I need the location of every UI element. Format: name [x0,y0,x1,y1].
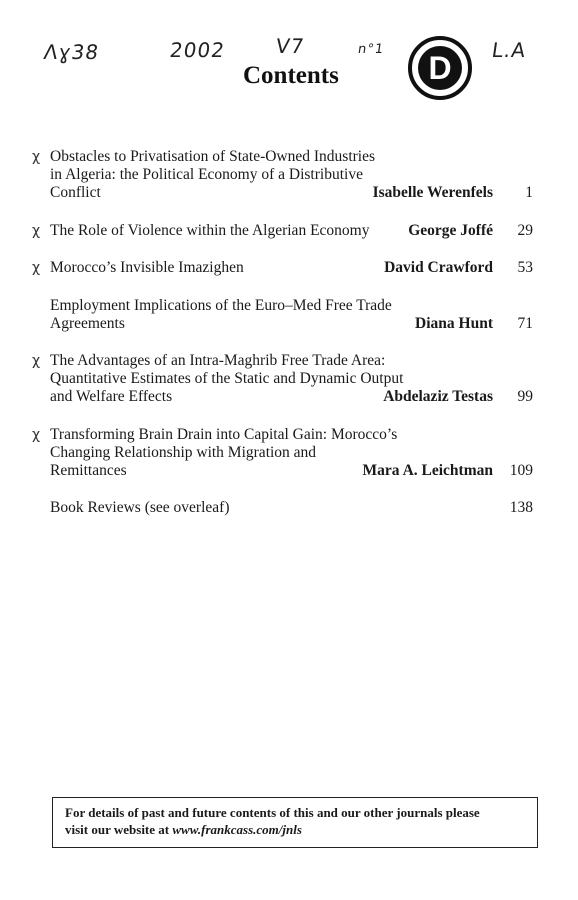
entry-title-line: in Algeria: the Political Economy of a Distributive [50,166,363,183]
entry-title-line: Remittances [50,462,127,479]
stamp-letter: D [428,50,452,86]
toc-entry[interactable] [32,222,533,240]
handwritten-note-2: 2002 [168,38,227,62]
entry-author: Mara A. Leichtman [362,462,493,479]
handwritten-note-4: n°1 [356,42,386,57]
footer-text-prefix: visit our website at [65,822,173,837]
page-title: Contents [243,62,339,89]
entry-title-line: Quantitative Estimates of the Static and Dynamic Output [50,370,404,387]
toc-entry[interactable] [32,426,533,480]
footer-text-line-2 [65,821,525,838]
check-mark-icon: χ [32,223,41,239]
footer-text-line-1: For details of past and future contents of this and our other journals please [65,805,480,820]
check-mark-icon: χ [32,427,41,443]
handwritten-note-5: L.A [490,38,528,62]
entry-title-line: Obstacles to Privatisation of State-Owned Industries [50,148,376,165]
entry-author: Isabelle Werenfels [372,184,493,201]
footer-website-link[interactable]: www.frankcass.com/jnls [172,822,302,837]
entry-author: Abdelaziz Testas [383,388,493,405]
toc-entry-book-reviews[interactable] [50,499,533,517]
entry-page: 53 [517,259,533,276]
entry-title-line: Transforming Brain Drain into Capital Gain: Morocco’s [50,426,398,443]
toc-entry[interactable] [32,259,533,277]
entry-title-line: Agreements [50,315,125,332]
handwritten-note-3: V7 [274,34,307,58]
entry-page: 29 [517,222,533,239]
entry-title-line: Morocco’s Invisible Imazighen [50,259,244,276]
entry-author: Diana Hunt [415,315,493,332]
entry-author: George Joffé [408,222,493,239]
toc-entry[interactable] [32,352,533,406]
footer-notice [52,797,538,848]
library-stamp [408,36,472,100]
entry-author: David Crawford [384,259,493,276]
entry-title-line: Employment Implications of the Euro–Med Free Trade [50,297,392,314]
entry-page: 109 [509,462,533,479]
entry-title-line: The Advantages of an Intra-Maghrib Free Trade Area: [50,352,386,369]
toc-entry[interactable] [32,148,533,202]
entry-page: 99 [517,388,533,405]
check-mark-icon: χ [32,353,41,369]
handwritten-note-1: Λɣ38 [42,40,101,64]
entry-title-line: Changing Relationship with Migration and [50,444,317,461]
toc-entry[interactable] [50,297,533,333]
entry-page: 1 [525,184,533,201]
entry-page: 138 [509,499,533,516]
check-mark-icon: χ [32,260,41,276]
entry-title-line: The Role of Violence within the Algerian Economy [50,222,370,239]
entry-page: 71 [517,315,533,332]
entry-title-line: Book Reviews (see overleaf) [50,499,230,516]
entry-title-line: and Welfare Effects [50,388,173,405]
check-mark-icon: χ [32,149,41,165]
entry-title-line: Conflict [50,184,101,201]
